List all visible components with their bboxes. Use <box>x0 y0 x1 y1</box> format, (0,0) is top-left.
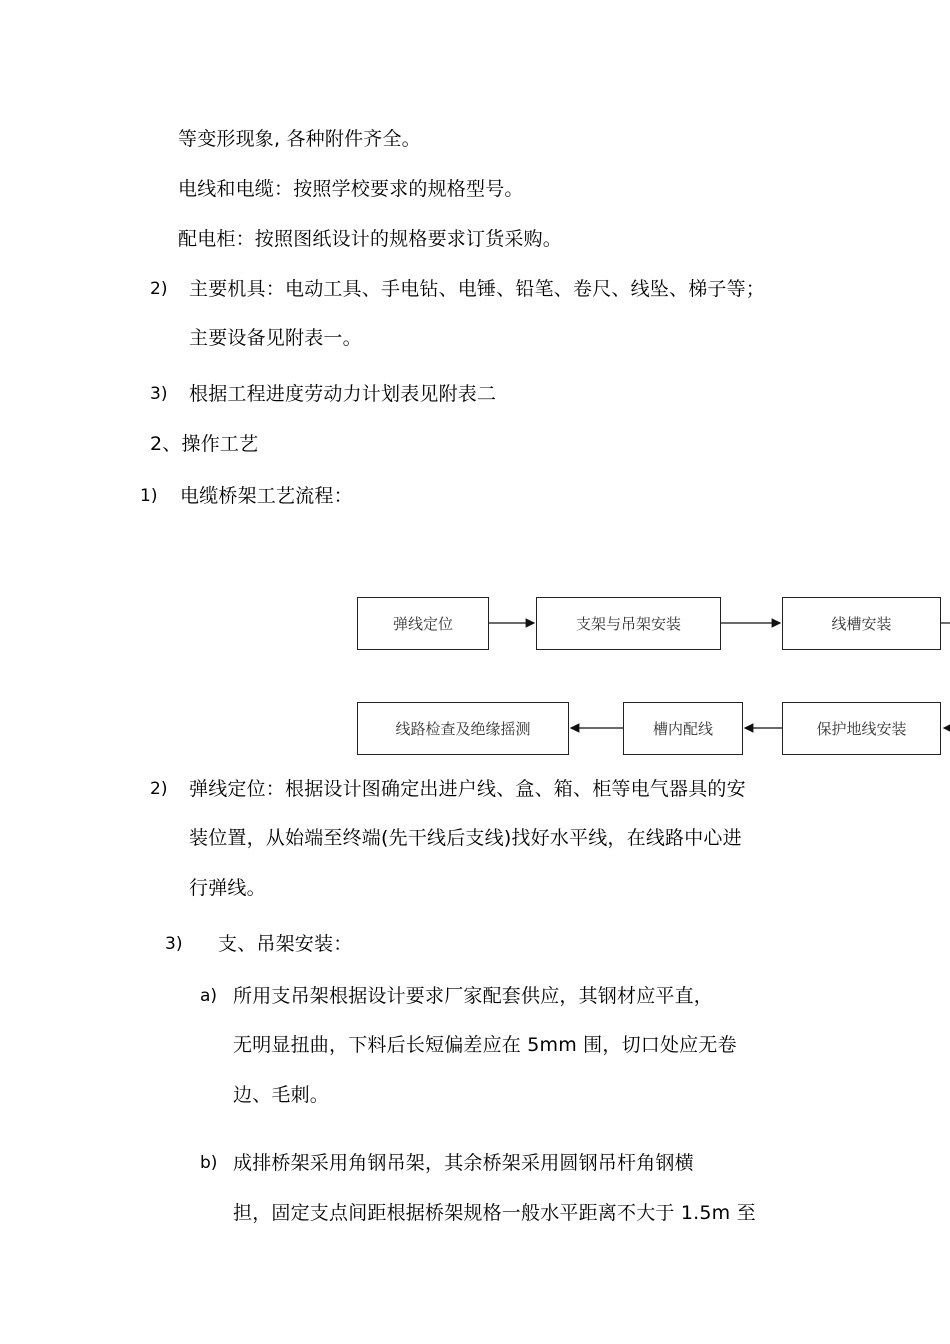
flow-box-bracket-install: 支架与吊架安装 <box>536 597 721 650</box>
list-item-text: 根据工程进度劳动力计划表见附表二 <box>189 383 497 405</box>
list-item-text: 弹线定位：根据设计图确定出进户线、盒、箱、柜等电气器具的安 <box>189 778 746 800</box>
list-number: 2) <box>150 779 168 799</box>
list-number: 3) <box>165 934 183 954</box>
sub-item-continuation: 无明显扭曲，下料后长短偏差应在 5mm 围，切口处应无卷 <box>233 1034 737 1056</box>
paragraph-line: 配电柜：按照图纸设计的规格要求订货采购。 <box>178 228 563 250</box>
sub-item-letter: a) <box>200 986 218 1006</box>
list-item-text: 主要机具：电动工具、手电钻、电锤、铅笔、卷尺、线坠、梯子等； <box>189 278 766 300</box>
sub-item-continuation: 边、毛刺。 <box>233 1084 330 1106</box>
section-heading: 2、操作工艺 <box>150 433 259 455</box>
flow-box-trunking-install: 线槽安装 <box>782 597 941 650</box>
flow-box-line-marking: 弹线定位 <box>357 597 489 650</box>
sub-item-letter: b) <box>200 1153 218 1173</box>
list-number: 3) <box>150 384 168 404</box>
list-item-continuation: 装位置，从始端至终端(先干线后支线)找好水平线，在线路中心进 <box>189 827 742 849</box>
paragraph-line: 电线和电缆：按照学校要求的规格型号。 <box>178 178 524 200</box>
list-item-continuation: 行弹线。 <box>189 877 266 899</box>
sub-item-text: 成排桥架采用角钢吊架，其余桥架采用圆钢吊杆角钢横 <box>233 1152 694 1174</box>
list-number: 2) <box>150 279 168 299</box>
sub-item-continuation: 担，固定支点间距根据桥架规格一般水平距离不大于 1.5m 至 <box>233 1202 756 1224</box>
sub-item-text: 所用支吊架根据设计要求厂家配套供应，其钢材应平直， <box>233 985 714 1007</box>
flow-box-wiring-in-trough: 槽内配线 <box>623 702 743 755</box>
flow-box-ground-wire-install: 保护地线安装 <box>782 702 941 755</box>
list-item-text: 支、吊架安装： <box>218 933 353 955</box>
list-item-text: 电缆桥架工艺流程： <box>180 485 353 507</box>
flow-box-inspection-insulation-test: 线路检查及绝缘摇测 <box>357 702 569 755</box>
list-number: 1) <box>140 486 158 506</box>
paragraph-line: 等变形现象, 各种附件齐全。 <box>178 128 421 150</box>
list-item-continuation: 主要设备见附表一。 <box>189 327 362 349</box>
